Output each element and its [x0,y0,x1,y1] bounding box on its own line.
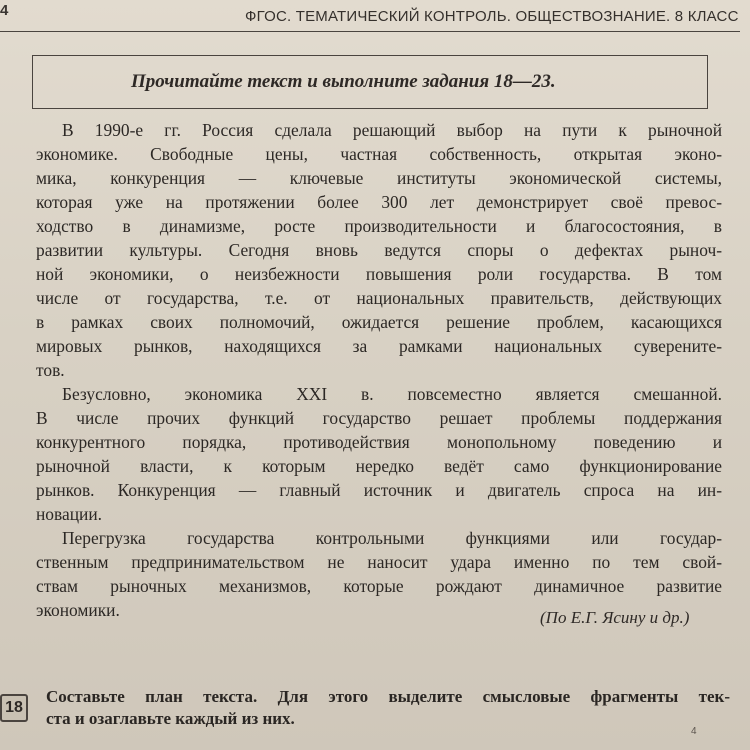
text-line: В 1990-е гг. Россия сделала решающий выбор на пути к рыночной [62,120,722,140]
text-line: Перегрузка государства контрольными функциями или государ- [62,528,722,548]
text-line: мика, конкуренция — ключевые институты экономической системы, [36,168,722,188]
source-citation: (По Е.Г. Ясину и др.) [540,608,690,627]
task-number-badge: 18 [0,694,28,722]
running-head: ФГОС. ТЕМАТИЧЕСКИЙ КОНТРОЛЬ. ОБЩЕСТВОЗНАНИЕ. 8 КЛАСС [245,8,739,25]
page-header [0,0,750,34]
text-line: ной экономики, о неизбежности повышения роли государства. В том [36,264,722,284]
text-line: в рамках своих полномочий, ожидается решение проблем, касающихся [36,312,722,332]
instruction-box [32,55,708,109]
task-text-line: Составьте план текста. Для этого выделите смысловые фрагменты тек- [46,687,730,706]
text-line: мировых рынков, находящихся за рамками национальных суверените- [36,336,722,356]
text-line: экономики. [36,600,120,620]
text-line: конкурентного порядка, противодействия монопольному поведению и [36,432,722,452]
text-line: ствам рыночных механизмов, которые рождают динамичное развитие [36,576,722,596]
text-line: В числе прочих функций государство решает проблемы поддержания [36,408,722,428]
footer-mark: 4 [691,726,697,737]
text-line: ственным предпринимательством не наносит удара именно по тем свой- [36,552,722,572]
text-line: числе от государства, т.е. от национальных правительств, действующих [36,288,722,308]
text-line: Безусловно, экономика XXI в. повсеместно является смешанной. [62,384,722,404]
text-line: развитии культуры. Сегодня вновь ведутся споры о дефектах рыноч- [36,240,722,260]
header-rule [0,31,740,32]
text-line: новации. [36,504,102,524]
text-line: тов. [36,360,65,380]
text-line: рыночной власти, к которым нередко ведёт само функционирование [36,456,722,476]
instruction-text: Прочитайте текст и выполните задания 18—23. [131,71,556,92]
text-line: ходство в динамизме, росте производительности и благосостояния, в [36,216,722,236]
text-line: которая уже на протяжении более 300 лет демонстрирует своё превос- [36,192,722,212]
task-text-line: ста и озаглавьте каждый из них. [46,709,295,728]
page-number: 4 [0,2,9,19]
text-line: экономике. Свободные цены, частная собственность, открытая эконо- [36,144,722,164]
text-line: рынков. Конкуренция — главный источник и двигатель спроса на ин- [36,480,722,500]
